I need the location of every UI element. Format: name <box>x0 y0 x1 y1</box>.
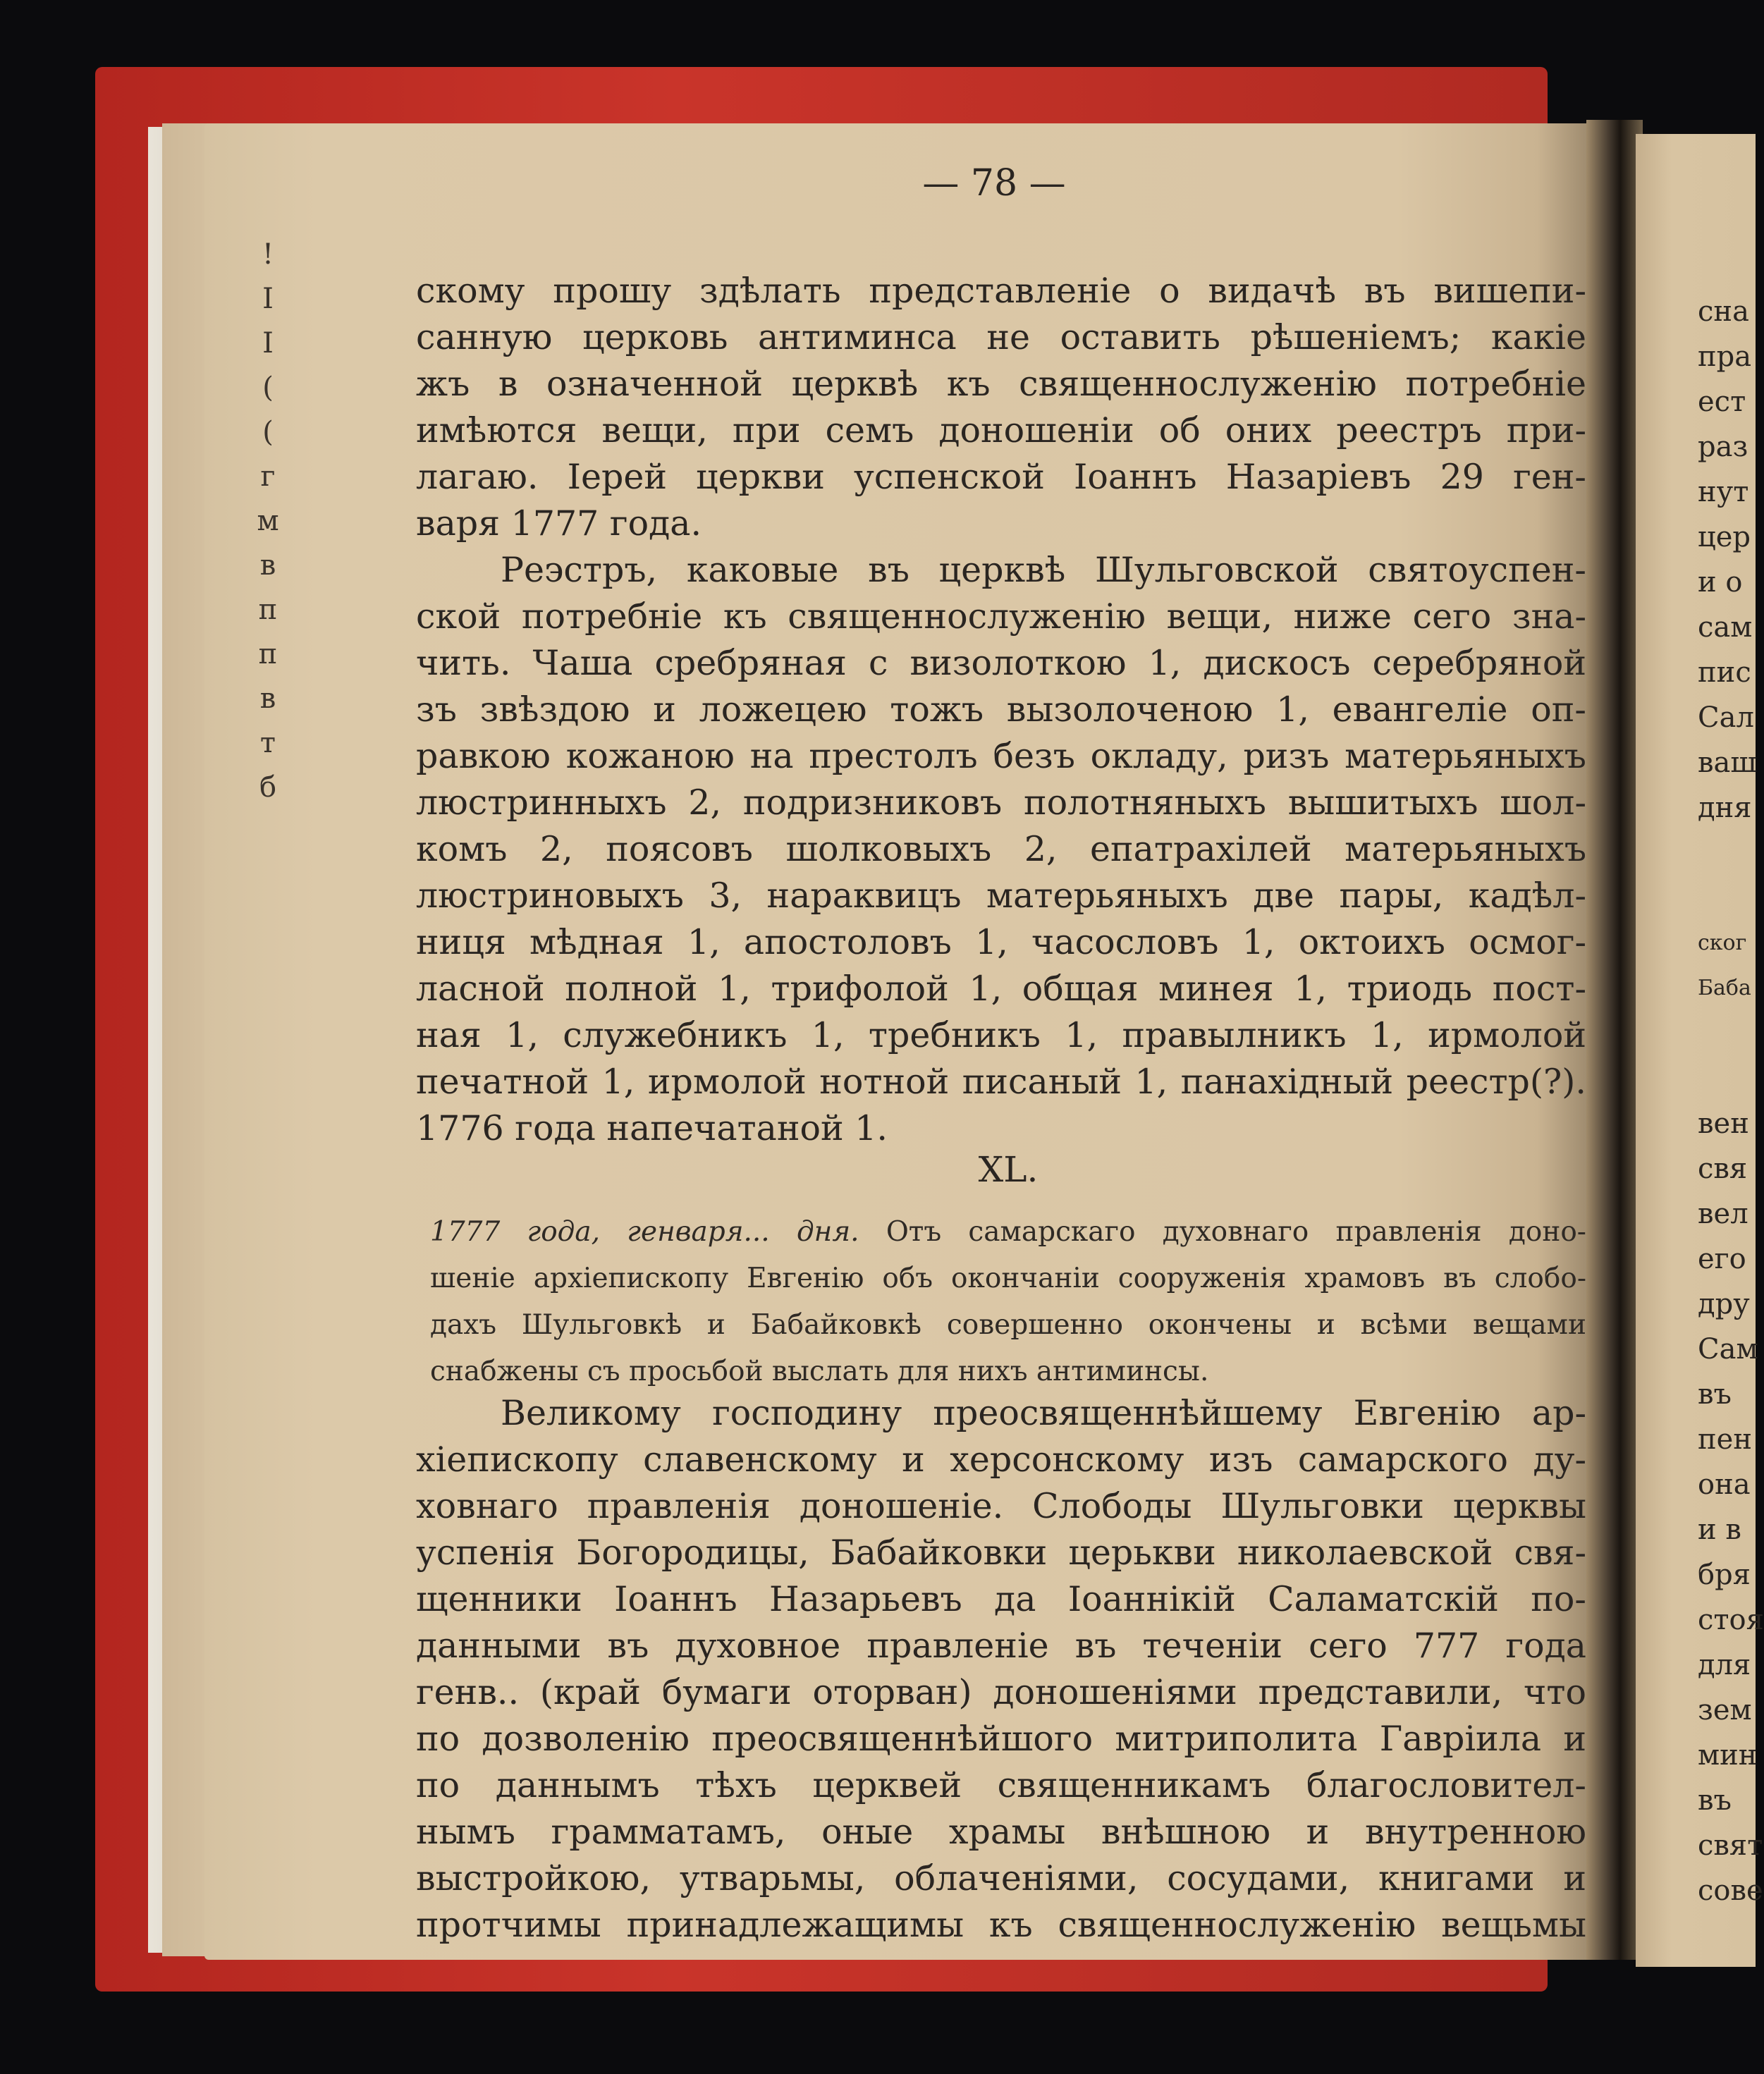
summary-first-line: Отъ самарскаго духовнаго правленія доно- <box>886 1216 1586 1248</box>
text-line: ховнаго правленія доношеніе. Слободы Шульговки церквы <box>416 1486 1586 1526</box>
facing-page-fragment: раз <box>1698 431 1748 463</box>
facing-page-fragment: дня <box>1698 792 1752 824</box>
text-line: протчимы принадлежащимы къ священнослуженію вещьмы <box>416 1905 1586 1945</box>
book-gutter <box>1586 120 1643 1960</box>
text-line: по дозволенію преосвященнѣйшого митриполита Гавріила и <box>416 1719 1586 1759</box>
text-line: люстриновыхъ 3, нараквицъ матерьяныхъ две пары, кадѣл- <box>416 876 1586 916</box>
document-summary <box>430 1213 1586 1399</box>
margin-letter: ! <box>262 238 274 271</box>
facing-page-fragment: бря <box>1698 1559 1751 1591</box>
paragraph-1 <box>416 268 1586 547</box>
margin-letter: в <box>259 682 276 715</box>
facing-page-fragment: въ <box>1698 1784 1732 1817</box>
facing-page-fragment: мин <box>1698 1739 1758 1772</box>
margin-letter: I <box>262 283 274 315</box>
facing-page-fragment: ског <box>1698 931 1747 955</box>
summary-line: шеніе архіепископу Евгенію объ окончаніи сооруженія храмовъ въ слобо- <box>430 1263 1586 1294</box>
text-line: ласной полной 1, трифолой 1, общая минея 1, триодь пост- <box>416 969 1586 1009</box>
facing-page-fragment: она <box>1698 1468 1751 1501</box>
facing-page-fragment: его <box>1698 1243 1746 1275</box>
margin-letters <box>254 233 282 810</box>
facing-page-fragment: сам <box>1698 611 1753 644</box>
facing-page-fragment: ест <box>1698 386 1746 418</box>
facing-page-fragment: дру <box>1698 1288 1750 1320</box>
facing-page-fragment: нут <box>1698 476 1749 508</box>
text-line: ная 1, служебникъ 1, требникъ 1, правылникъ 1, ирмолой <box>416 1015 1586 1055</box>
facing-page-fragment: Сал <box>1698 701 1754 734</box>
facing-page-fragment: зем <box>1698 1694 1752 1726</box>
facing-page-fragment: вел <box>1698 1198 1748 1230</box>
text-line: люстринныхъ 2, подризниковъ полотняныхъ вышитыхъ шол- <box>416 783 1586 823</box>
facing-page-fragment: цер <box>1698 521 1751 553</box>
text-line: щенники Іоаннъ Назарьевъ да Іоаннікій Саламатскій по- <box>416 1579 1586 1619</box>
facing-page-fragment: пис <box>1698 656 1751 689</box>
facing-page-fragment: пра <box>1698 340 1752 373</box>
paragraph-3 <box>416 1390 1586 1949</box>
facing-page-fragment: и в <box>1698 1514 1741 1546</box>
facing-page-fragment: сове <box>1698 1874 1763 1907</box>
margin-letter: ( <box>262 372 274 404</box>
text-line: Великому господину преосвященнѣйшему Евгенію ар- <box>501 1393 1586 1433</box>
margin-letter: п <box>258 594 278 626</box>
text-line: ниця мѣдная 1, апостоловъ 1, часословъ 1, октоихъ осмог- <box>416 922 1586 962</box>
text-line: ской потребніе къ священнослуженію вещи, ниже сего зна- <box>416 596 1586 637</box>
facing-page-fragment: ваш <box>1698 747 1757 779</box>
text-line: равкою кожаною на престолъ безъ окладу, ризъ матерьяныхъ <box>416 736 1586 776</box>
margin-letter: в <box>259 549 276 582</box>
text-line: по даннымъ тѣхъ церквей священникамъ благословител- <box>416 1765 1586 1805</box>
paragraph-2 <box>416 547 1586 1152</box>
facing-page-fragment <box>1698 876 1756 921</box>
facing-page-fragment: свят <box>1698 1829 1763 1862</box>
summary-line: снабжены съ просьбой выслать для нихъ антиминсы. <box>430 1356 1209 1387</box>
facing-page-fragment <box>1698 1056 1756 1101</box>
text-line: успенія Богородицы, Бабайковки церькви николаевской свя- <box>416 1533 1586 1573</box>
text-line: лагаю. Іерей церкви успенской Іоаннъ Назаріевъ 29 ген- <box>416 457 1586 497</box>
facing-page-fragment: сна <box>1698 295 1749 328</box>
facing-page-fragment: и о <box>1698 566 1743 599</box>
facing-page-fragment: для <box>1698 1649 1751 1681</box>
text-line: печатной 1, ирмолой нотной писаный 1, панахідный реестр(?). <box>416 1062 1586 1102</box>
margin-letter: I <box>262 327 274 360</box>
text-line: комъ 2, поясовъ шолковыхъ 2, епатрахілей матерьяныхъ <box>416 829 1586 869</box>
facing-page-text <box>1698 289 1764 1913</box>
text-line: жъ в означенной церквѣ къ священнослуженію потребніе <box>416 364 1586 404</box>
text-line: хіепископу славенскому и херсонскому изъ самарского ду- <box>416 1440 1586 1480</box>
section-heading: XL. <box>978 1149 1039 1190</box>
margin-letter: м <box>257 505 279 537</box>
facing-page-fragment: въ <box>1698 1378 1732 1411</box>
text-line: чить. Чаша сребряная с визолоткою 1, дискосъ серебряной <box>416 643 1586 683</box>
facing-page-fragment: свя <box>1698 1153 1748 1185</box>
text-line: генв.. (край бумаги оторван) доношеніями представили, что <box>416 1672 1586 1712</box>
text-line: зъ звѣздою и ложецею тожъ вызолоченою 1, евангеліе оп- <box>416 689 1586 730</box>
text-line: санную церковь антиминса не оставить рѣшеніемъ; какіе <box>416 317 1586 357</box>
facing-page-fragment <box>1698 1011 1756 1056</box>
text-line: имѣются вещи, при семъ доношеніи об оних реестръ при- <box>416 410 1586 450</box>
text-line: варя 1777 года. <box>416 503 702 544</box>
page-number: — 78 — <box>922 162 1066 204</box>
text-line: скому прошу здѣлать представленіе о видачѣ въ вишепи- <box>416 271 1586 311</box>
text-line: 1776 года напечатаной 1. <box>416 1108 888 1148</box>
facing-page-fragment: пен <box>1698 1423 1752 1456</box>
margin-letter: т <box>259 727 276 759</box>
margin-letter: п <box>258 638 278 670</box>
facing-page-fragment: Баба <box>1698 976 1751 1000</box>
margin-letter: г <box>260 460 276 493</box>
facing-page-fragment: стоя <box>1698 1604 1764 1636</box>
text-line: нымъ грамматамъ, оные храмы внѣшною и внутренною <box>416 1812 1586 1852</box>
summary-date: 1777 года, генваря... дня. <box>430 1216 859 1248</box>
text-line: данными въ духовное правленіе въ теченіи сего 777 года <box>416 1626 1586 1666</box>
facing-page-fragment <box>1698 830 1756 876</box>
facing-page-fragment: вен <box>1698 1107 1749 1140</box>
facing-page-fragment: Сам <box>1698 1333 1758 1366</box>
margin-letter: б <box>259 771 277 804</box>
text-line: выстройкою, утварьмы, облаченіями, сосудами, книгами и <box>416 1858 1586 1898</box>
text-line: Реэстръ, каковые въ церквѣ Шульговской святоуспен- <box>501 550 1586 590</box>
margin-letter: ( <box>262 416 274 448</box>
summary-line: дахъ Шульговкѣ и Бабайковкѣ совершенно окончены и всѣми вещами <box>430 1309 1586 1341</box>
